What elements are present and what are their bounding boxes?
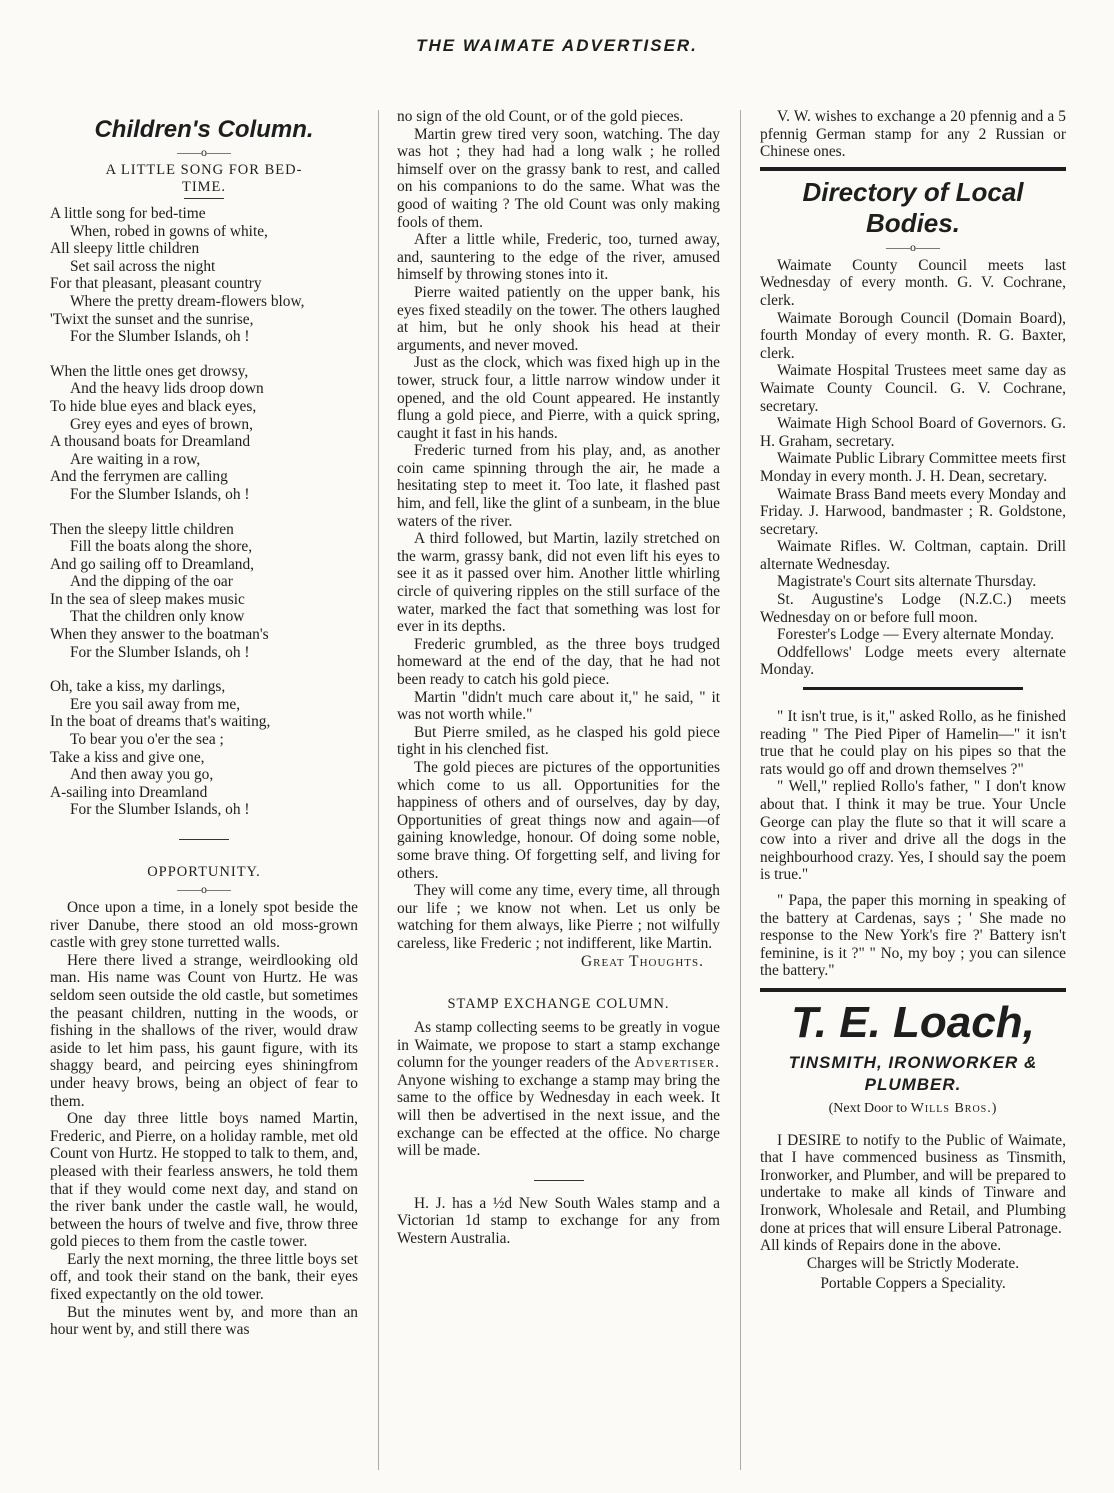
directory-entry: Oddfellows' Lodge meets every alternate Monday.	[760, 643, 1066, 679]
story-title: OPPORTUNITY.	[147, 864, 261, 880]
ornament: ——o——	[177, 882, 231, 896]
heavy-rule	[760, 167, 1066, 171]
story-paragraph: Early the next morning, the three little boys set off, and took their stand on the bank, their eyes fixed expectantly on the old tower.	[50, 1250, 358, 1304]
poem-line: In the sea of sleep makes music	[50, 590, 245, 608]
stamp-exchange-title: STAMP EXCHANGE COLUMN.	[447, 996, 670, 1013]
poem-stanza	[50, 363, 358, 504]
poem-line: Oh, take a kiss, my darlings,	[50, 678, 226, 696]
heavy-rule	[803, 687, 1023, 690]
poem-line: When, robed in gowns of white,	[70, 222, 268, 240]
column-divider	[378, 110, 379, 1470]
advert-repairs: All kinds of Repairs done in the above.	[760, 1237, 1002, 1255]
advert-body: I DESIRE to notify to the Public of Waimate, that I have commenced business as Tinsmith, Ironworker, and Plumber, and will be prepared to undertake to make all kinds of Tinware and Ironwork, Wholesale and Retail, and Plumbing done at prices that will ensure Liberal Patronage.	[760, 1131, 1066, 1237]
poem-line: To hide blue eyes and black eyes,	[50, 397, 257, 415]
poem-line: Take a kiss and give one,	[50, 748, 205, 766]
story-paragraph: Just as the clock, which was fixed high up in the tower, struck four, a little narrow window under it opened, and the old Count appeared. He instantly flung a gold piece, and Pierre, with a quick spring, caught it fast in his hands.	[397, 354, 720, 442]
directory-title: Directory of Local Bodies.	[802, 176, 1024, 238]
column-1	[50, 108, 358, 1339]
poem-line: Ere you sail away from me,	[70, 695, 241, 713]
poem-line: A thousand boats for Dreamland	[50, 433, 251, 451]
anecdote: " It isn't true, is it," asked Rollo, as he finished reading " The Pied Piper of Hamelin—" it isn't true that he could play on his pipes so that the rats would go off and drown themselves ?"	[760, 708, 1066, 778]
poem-line: For the Slumber Islands, oh !	[70, 485, 250, 503]
poem-line: Grey eyes and eyes of brown,	[70, 415, 253, 433]
story-paragraph: But Pierre smiled, as he clasped his gold piece tight in his clenched fist.	[397, 723, 720, 759]
poem-line: To bear you o'er the sea ;	[70, 731, 224, 749]
short-rule	[184, 198, 224, 199]
paper-name: Advertiser.	[634, 1054, 720, 1072]
poem-line: Set sail across the night	[70, 257, 216, 275]
spacer	[397, 970, 720, 996]
directory-entry: Waimate Public Library Committee meets first Monday in every month. J. H. Dean, secretary.	[760, 450, 1066, 485]
column-divider	[740, 110, 741, 1470]
poem-line: Where the pretty dream-flowers blow,	[70, 292, 305, 310]
heavy-rule	[760, 988, 1066, 992]
story-paragraph: Martin grew tired very soon, watching. The day was hot ; they had had a long walk ; he rolled himself over on the grassy bank to rest, and called on his companions to do the same. What was the good of waiting ? The old Count was only making fools of them.	[397, 125, 720, 231]
directory-entry: Waimate County Council meets last Wednesday of every month. G. V. Cochrane, clerk.	[760, 256, 1066, 309]
stamp-intro-text: As stamp collecting seems to be greatly in vogue in Waimate, we propose to start a stamp exchange column for the younger readers of the	[397, 1019, 720, 1072]
poem-line: Fill the boats along the shore,	[70, 538, 253, 556]
story-paragraph: Frederic turned from his play, and, as another coin came spinning through the air, he made a hesitating step to meet it. Too late, it flashed past him, and fell, like the glint of a sunbeam, in the blue waters of the river.	[397, 442, 720, 530]
poem-line: A little song for bed-time	[50, 205, 206, 222]
anecdote: " Well," replied Rollo's father, " I don't know about that. I think it may be true. Your Uncle George can play the flute so that it will scare a cow into a river and drive all the dogs in the neighbourhood crazy. Yes, I should say the poem is true."	[760, 778, 1066, 884]
poem-line: When they answer to the boatman's	[50, 626, 269, 644]
poem-line: And then away you go,	[70, 766, 214, 784]
childrens-column-title: Children's Column.	[94, 116, 314, 143]
poem-line: And the dipping of the oar	[70, 573, 233, 591]
poem-stanza	[50, 678, 358, 819]
directory-entry: Waimate High School Board of Governors. G. H. Graham, secretary.	[760, 415, 1066, 450]
poem-line: That the children only know	[70, 608, 245, 626]
poem-line: Then the sleepy little children	[50, 520, 234, 538]
stamp-notice: V. W. wishes to exchange a 20 pfennig and a 5 pfennig German stamp for any 2 Russian or Chinese ones.	[760, 108, 1066, 161]
story-paragraph: Once upon a time, in a lonely spot beside the river Danube, there stood an old moss-grown castle with grey stone turretted walls.	[50, 899, 358, 952]
poem-line: Are waiting in a row,	[70, 450, 201, 468]
advert-location	[760, 1100, 1066, 1118]
section-rule	[534, 1180, 584, 1181]
poem-line: A-sailing into Dreamland	[50, 783, 208, 801]
running-head: THE WAIMATE ADVERTISER.	[416, 36, 698, 55]
poem-line: And the heavy lids droop down	[70, 380, 264, 398]
ornament: ——o——	[886, 239, 940, 254]
stamp-intro-text: Anyone wishing to exchange a stamp may bring the same to the office by Wednesday in each week. It will then be advertised in the next issue, and the exchange can be effected at the office. No charge will be made.	[397, 1071, 720, 1160]
poem-line: When the little ones get drowsy,	[50, 362, 249, 380]
section-rule	[179, 839, 229, 840]
story-paragraph: Martin "didn't much care about it," he said, " it was not worth while."	[397, 688, 720, 724]
poem-stanza	[50, 205, 358, 346]
directory-entry: Waimate Brass Band meets every Monday and Friday. J. Harwood, bandmaster ; R. Goldstone, secretary.	[760, 485, 1066, 538]
advert-location-text: (Next Door to	[828, 1100, 908, 1116]
bedtime-poem	[50, 205, 358, 819]
advert-trade: TINSMITH, IRONWORKER & PLUMBER.	[788, 1052, 1038, 1094]
advert-neighbour: Wills Bros.)	[910, 1100, 998, 1116]
anecdote: " Papa, the paper this morning in speaking of the battery at Cardenas, says ; ' She made no response to the New York's fire ?' Battery isn't feminine, is it ?" " No, my boy ; you can silence the battery."	[760, 891, 1066, 980]
poem-line: For the Slumber Islands, oh !	[70, 328, 250, 346]
story-paragraph: Here there lived a strange, weirdlooking old man. His name was Count von Hurtz. He was seldom seen outside the old castle, but sometimes the peasant children, nutting in the woods, or fishing in the shallows of the river, would draw aside to let him pass, his gaunt figure, with its shaggy beard, and peircing eyes shiningfrom under heavy brows, being an object of fear to them.	[50, 951, 358, 1110]
song-title: A LITTLE SONG FOR BED-TIME.	[105, 162, 303, 195]
advert-charges: Charges will be Strictly Moderate.	[806, 1254, 1020, 1272]
column-3	[760, 108, 1066, 1293]
poem-line: And the ferrymen are calling	[50, 468, 228, 486]
directory-entry: Waimate Rifles. W. Coltman, captain. Drill alternate Wednesday.	[760, 538, 1066, 573]
story-paragraph: Frederic grumbled, as the three boys trudged homeward at the end of the day, that he had not been ready to catch his gold piece.	[397, 635, 720, 688]
poem-line: For that pleasant, pleasant country	[50, 275, 262, 293]
story-paragraph: But the minutes went by, and more than an hour went by, and still there was	[50, 1303, 358, 1339]
story-paragraph: no sign of the old Count, or of the gold pieces.	[397, 108, 684, 125]
stamp-intro	[397, 1019, 720, 1160]
poem-line: 'Twixt the sunset and the sunrise,	[50, 310, 254, 328]
poem-line: For the Slumber Islands, oh !	[70, 801, 250, 819]
advert-name: T. E. Loach,	[791, 997, 1035, 1047]
story-paragraph: One day three little boys named Martin, Frederic, and Pierre, on a holiday ramble, met old Count von Hurtz. He stopped to talk to them, and, pleased with their fearless answers, he told them that if they would come next day, and stand on the river bank under the castle wall, he would, between the hours of twelve and five, throw three gold pieces to them from the castle tower.	[50, 1110, 358, 1251]
poem-line: For the Slumber Islands, oh !	[70, 643, 250, 661]
directory-entry: Magistrate's Court sits alternate Thursday.	[777, 573, 1037, 591]
directory-entry: St. Augustine's Lodge (N.Z.C.) meets Wednesday on or before full moon.	[760, 591, 1066, 626]
poem-line: And go sailing off to Dreamland,	[50, 555, 255, 573]
poem-line: All sleepy little children	[50, 240, 200, 258]
story-paragraph: Pierre waited patiently on the upper bank, his eyes fixed steadily on the tower. The others laughed at him, but he only shook his head at their arguments, and never moved.	[397, 283, 720, 354]
story-paragraph: A third followed, but Martin, lazily stretched on the warm, grassy bank, did not even lift his eyes to see it as it passed over him. Another little whirling circle of quivering ripples on the still surface of the water, marked the fact that something was lost for ever in its depths.	[397, 530, 720, 636]
ornament: ——o——	[177, 145, 231, 159]
spacer	[760, 884, 1066, 892]
story-paragraph: After a little while, Frederic, too, turned away, and, sauntering to the edge of the river, amused himself by throwing stones into it.	[397, 231, 720, 284]
directory-entry: Waimate Hospital Trustees meet same day as Waimate County Council. G. V. Cochrane, secretary.	[760, 362, 1066, 415]
poem-line: In the boat of dreams that's waiting,	[50, 713, 271, 731]
poem-stanza	[50, 521, 358, 662]
story-paragraph: The gold pieces are pictures of the opportunities which come to us all. Opportunities for the happiness of others and of ourselves, day by day, Opportunities of great things now and again—of gaining knowledge, honour. Of doing some noble, some brave thing. Of forgetting self, and living for others.	[397, 758, 720, 882]
stamp-notice: H. J. has a ½d New South Wales stamp and a Victorian 1d stamp to exchange for any from Western Australia.	[397, 1194, 720, 1248]
directory-entry: Waimate Borough Council (Domain Board), fourth Monday of every month. R. G. Baxter, clerk.	[760, 309, 1066, 362]
advert-coppers: Portable Coppers a Speciality.	[820, 1275, 1006, 1293]
directory-entry: Forester's Lodge — Every alternate Monday.	[777, 626, 1055, 644]
story-paragraph: They will come any time, every time, all through our life ; we know not when. Let us only be watching for them always, like Pierre ; not wilfully careless, like Frederic ; not indifferent, like Martin.	[397, 882, 720, 952]
column-2	[397, 108, 720, 1248]
story-signature: Great Thoughts.	[581, 952, 704, 970]
